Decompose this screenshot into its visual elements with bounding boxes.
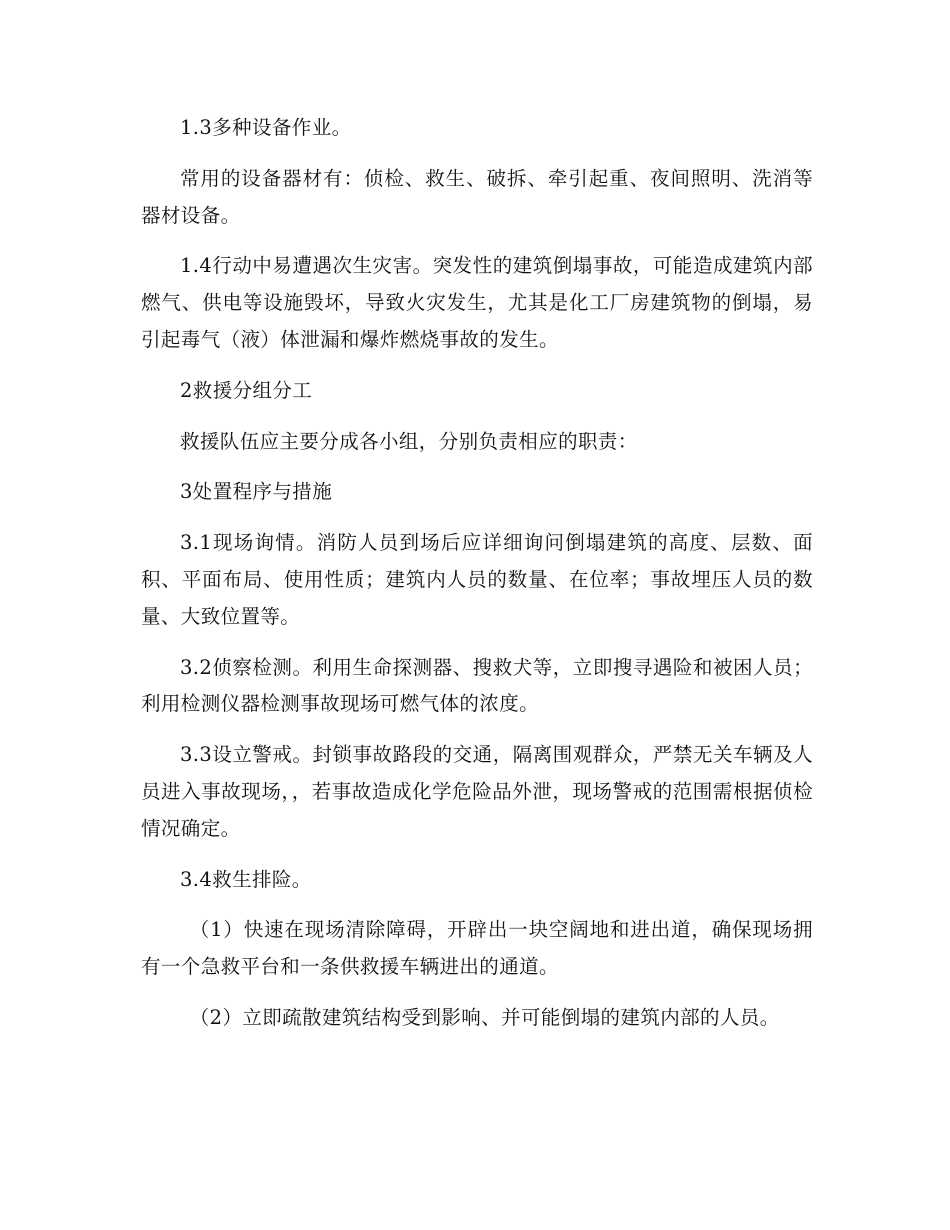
paragraph-item-2: （2）立即疏散建筑结构受到影响、并可能倒塌的建筑内部的人员。 bbox=[189, 1005, 780, 1029]
paragraph-3-1-inquiry: 3.1现场询情。消防人员到场后应详细询问倒塌建筑的高度、层数、面积、平面布局、使用性质；建筑内人员的数量、在位率；事故埋压人员的数量、大致位置等。 bbox=[141, 531, 813, 628]
section-heading-3-4: 3.4救生排险。 bbox=[180, 867, 312, 891]
document-body bbox=[141, 110, 813, 1051]
section-heading-1-3: 1.3多种设备作业。 bbox=[180, 116, 352, 139]
section-heading-3: 3处置程序与措施 bbox=[180, 480, 333, 504]
paragraph-3-2-reconnaissance: 3.2侦察检测。利用生命探测器、搜救犬等，立即搜寻遇险和被困人员；利用检测仪器检测事故现场可燃气体的浓度。 bbox=[141, 655, 813, 716]
paragraph-equipment: 常用的设备器材有：侦检、救生、破拆、牵引起重、夜间照明、洗消等器材设备。 bbox=[141, 166, 813, 227]
paragraph-3-3-cordon: 3.3设立警戒。封锁事故路段的交通，隔离围观群众，严禁无关车辆及人员进入事故现场，，若事故造成化学危险品外泄，现场警戒的范围需根据侦检情况确定。 bbox=[141, 743, 813, 840]
section-heading-2: 2救援分组分工 bbox=[180, 378, 313, 402]
paragraph-1-4-secondary-disaster: 1.4行动中易遭遇次生灾害。突发性的建筑倒塌事故，可能造成建筑内部燃气、供电等设施毁坏，导致火灾发生，尤其是化工厂房建筑物的倒塌，易引起毒气（液）体泄漏和爆炸燃烧事故的发生。 bbox=[141, 254, 813, 351]
paragraph-item-1: （1）快速在现场清除障碍，开辟出一块空阔地和进出道，确保现场拥有一个急救平台和一条供救援车辆进出的通道。 bbox=[141, 918, 813, 979]
paragraph-rescue-teams: 救援队伍应主要分成各小组，分别负责相应的职责： bbox=[180, 429, 638, 453]
